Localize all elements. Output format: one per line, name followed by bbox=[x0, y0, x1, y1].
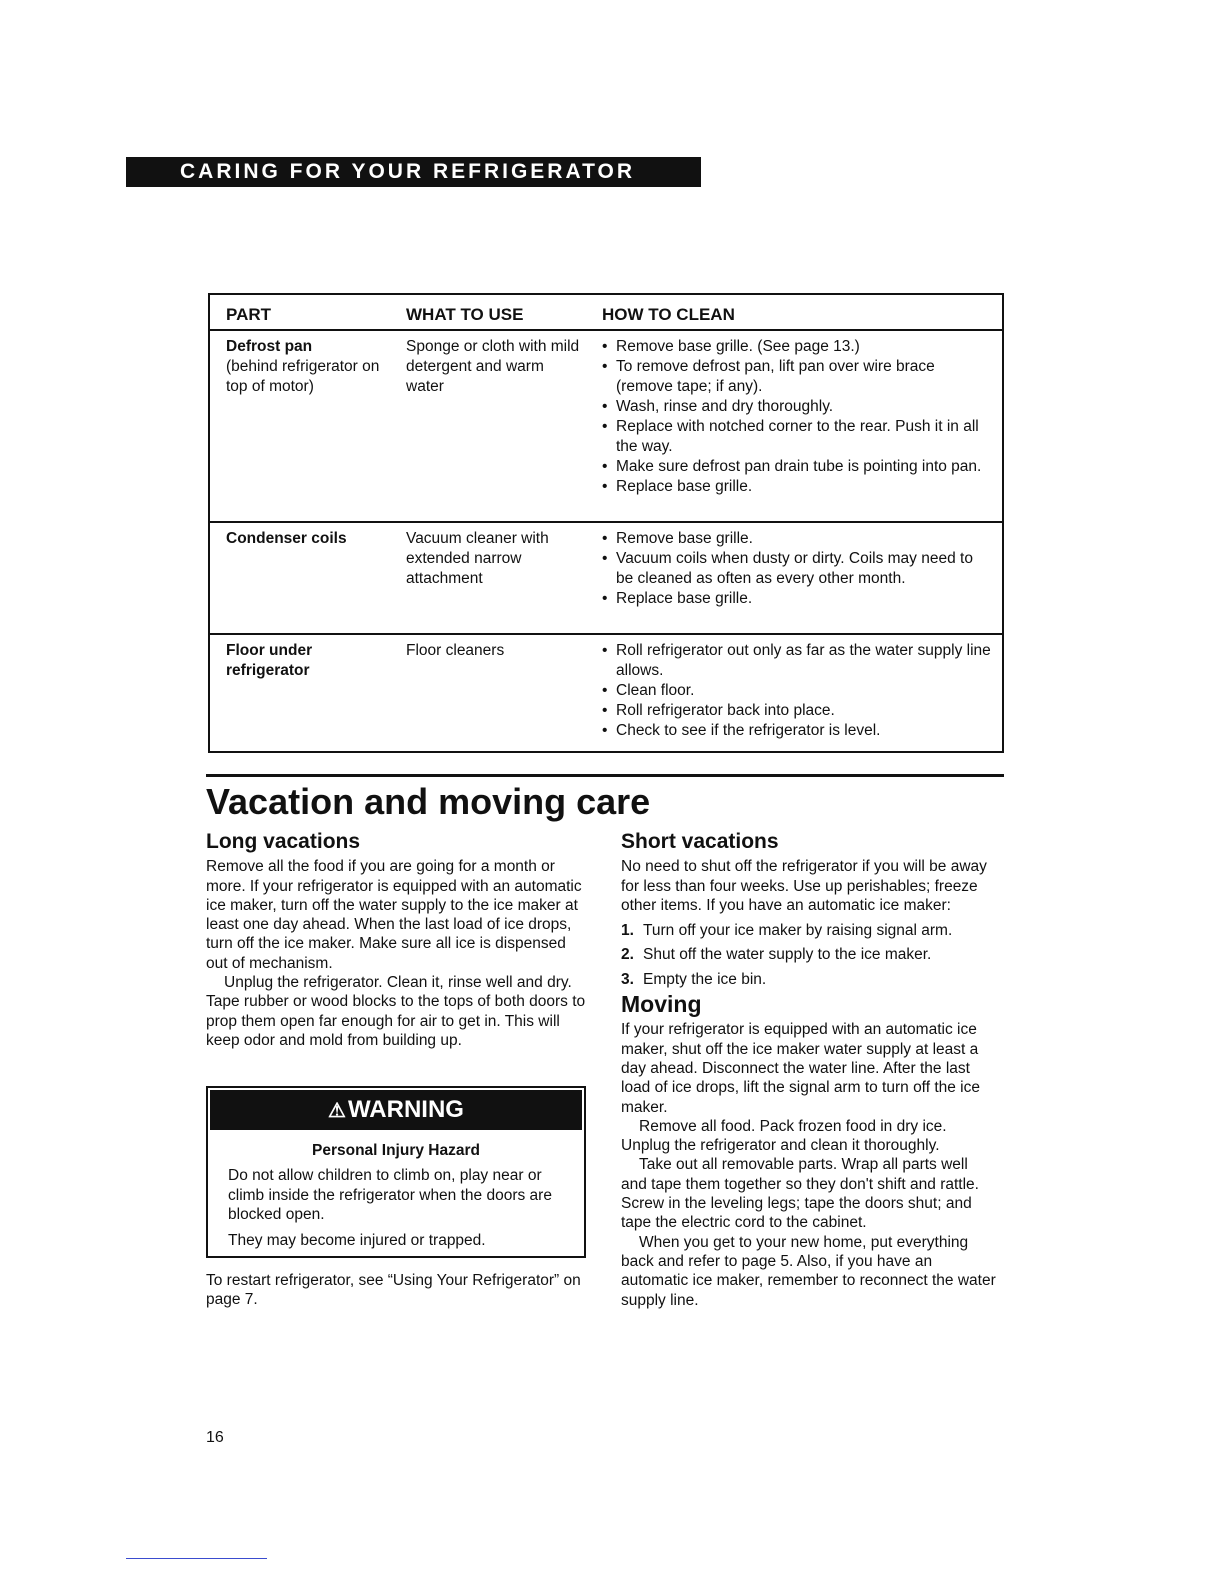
part-name: Defrost pan bbox=[226, 338, 313, 355]
moving-heading: Moving bbox=[621, 991, 702, 1018]
what-to-use: Floor cleaners bbox=[406, 642, 505, 659]
footer-line bbox=[126, 1558, 267, 1559]
warning-triangle-icon: ⚠ bbox=[328, 1100, 346, 1122]
warning-text-1: Do not allow children to climb on, play near or climb inside the refrigerator when the doors are blocked open. bbox=[228, 1167, 552, 1223]
list-item: • Vacuum coils when dusty or dirty. Coils may need to be cleaned as often as every other month. bbox=[602, 549, 992, 589]
list-item bbox=[621, 921, 996, 940]
restart-note: To restart refrigerator, see “Using Your Refrigerator” on page 7. bbox=[206, 1272, 581, 1309]
list-item: • Wash, rinse and dry thoroughly. bbox=[602, 397, 992, 417]
moving-para-4: When you get to your new home, put everything back and refer to page 5. Also, if you have an automatic ice maker, remember to reconnect the water supply line. bbox=[621, 1233, 996, 1309]
section-divider bbox=[206, 774, 1004, 777]
step-text: Shut off the water supply to the ice maker. bbox=[643, 946, 932, 964]
moving-para-3: Take out all removable parts. Wrap all parts well and tape them together so they don't shift and rattle. Screw in the leveling legs; tape the doors shut; and tape the electric cord to the cabinet. bbox=[621, 1156, 979, 1232]
header-how-to-clean: HOW TO CLEAN bbox=[602, 305, 735, 324]
list-item: • Clean floor. bbox=[602, 681, 992, 701]
list-item bbox=[621, 970, 996, 989]
cleaning-table bbox=[208, 293, 1004, 753]
what-to-use: Sponge or cloth with mild detergent and warm water bbox=[406, 338, 580, 395]
section-banner: CARING FOR YOUR REFRIGERATOR bbox=[126, 157, 701, 187]
warning-header bbox=[210, 1090, 582, 1130]
step-number: 1. bbox=[621, 922, 634, 940]
part-name: Floor under refrigerator bbox=[226, 642, 313, 679]
list-item: • Check to see if the refrigerator is level. bbox=[602, 721, 992, 741]
warning-box bbox=[206, 1086, 586, 1258]
short-vacations-intro: No need to shut off the refrigerator if you will be away for less than four weeks. Use up perishables; freeze other items. If you have an automatic ice maker: bbox=[621, 858, 987, 914]
header-what-to-use: WHAT TO USE bbox=[406, 305, 524, 324]
part-name: Condenser coils bbox=[226, 530, 347, 547]
header-part: PART bbox=[226, 305, 272, 324]
list-item: • Make sure defrost pan drain tube is pointing into pan. bbox=[602, 457, 992, 477]
warning-text-2: They may become injured or trapped. bbox=[228, 1231, 486, 1249]
right-column bbox=[621, 832, 996, 1310]
list-item: • To remove defrost pan, lift pan over wire brace (remove tape; if any). bbox=[602, 357, 992, 397]
list-item: • Remove base grille. bbox=[602, 529, 992, 549]
how-to-clean-list bbox=[602, 641, 992, 741]
part-note: (behind refrigerator on top of motor) bbox=[226, 358, 380, 395]
step-number: 3. bbox=[621, 970, 634, 988]
long-vacations-column bbox=[206, 832, 588, 1050]
section-title: Vacation and moving care bbox=[206, 781, 651, 822]
short-vacations-heading: Short vacations bbox=[621, 830, 779, 853]
short-vacations-steps bbox=[621, 921, 996, 989]
long-vacations-para-2: Unplug the refrigerator. Clean it, rinse well and dry. Tape rubber or wood blocks to the tops of both doors to prop them open far enough for air to get in. This will keep odor and mold from building up. bbox=[206, 974, 586, 1049]
moving-para-1: If your refrigerator is equipped with an automatic ice maker, shut off the ice maker water supply at least a day ahead. Disconnect the water line. After the last load of ice drops, lift the signal arm to turn off the ice maker. bbox=[621, 1021, 980, 1116]
table-header bbox=[210, 295, 1002, 331]
long-vacations-para-1: Remove all the food if you are going for a month or more. If your refrigerator is equipped with an automatic ice maker, turn off the water supply to the ice maker at least one day ahead. When the last load of ice drops, turn off the ice maker. Make sure all ice is dispensed out of mechanism. bbox=[206, 858, 582, 972]
how-to-clean-list bbox=[602, 337, 992, 497]
table-row bbox=[210, 523, 1002, 635]
list-item: • Replace base grille. bbox=[602, 589, 992, 609]
step-number: 2. bbox=[621, 946, 634, 964]
table-row bbox=[210, 635, 1002, 751]
step-text: Empty the ice bin. bbox=[643, 970, 767, 988]
how-to-clean-list bbox=[602, 529, 992, 609]
page-number: 16 bbox=[206, 1429, 224, 1446]
long-vacations-heading: Long vacations bbox=[206, 830, 361, 853]
list-item: • Roll refrigerator out only as far as the water supply line allows. bbox=[602, 641, 992, 681]
list-item: • Roll refrigerator back into place. bbox=[602, 701, 992, 721]
warning-label: WARNING bbox=[347, 1096, 464, 1123]
warning-subtitle: Personal Injury Hazard bbox=[312, 1142, 480, 1159]
what-to-use: Vacuum cleaner with extended narrow attachment bbox=[406, 530, 549, 587]
list-item: • Replace with notched corner to the rear. Push it in all the way. bbox=[602, 417, 992, 457]
moving-para-2: Remove all food. Pack frozen food in dry ice. Unplug the refrigerator and clean it thoroughly. bbox=[621, 1117, 947, 1155]
list-item: • Replace base grille. bbox=[602, 477, 992, 497]
list-item: • Remove base grille. (See page 13.) bbox=[602, 337, 992, 357]
table-row bbox=[210, 331, 1002, 523]
list-item bbox=[621, 945, 996, 964]
step-text: Turn off your ice maker by raising signal arm. bbox=[643, 922, 953, 940]
